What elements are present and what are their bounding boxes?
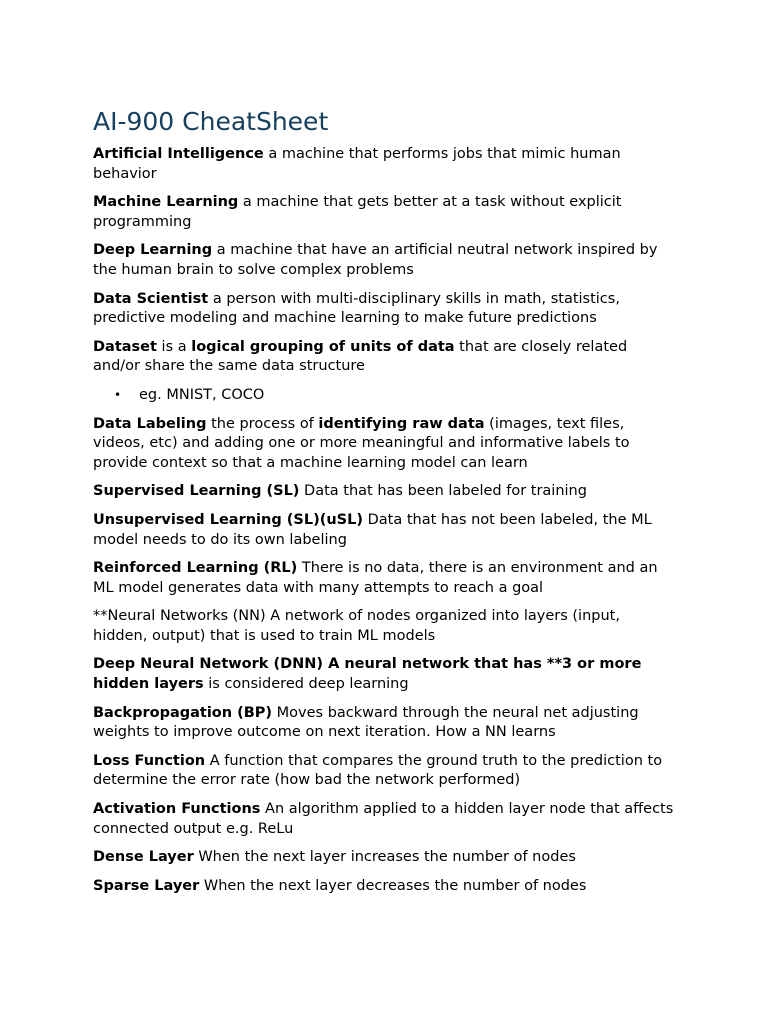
term-definition: a machine that performs jobs that mimic human behavior	[93, 146, 621, 182]
term-emphasis: logical grouping of units of data	[191, 338, 455, 355]
term-backpropagation	[93, 704, 678, 743]
term-definition: a person with multi-disciplinary skills in math, statistics, predictive modeling and machine learning to make future predictions	[93, 290, 620, 327]
bullet-icon: •	[114, 387, 122, 402]
term-definition: is considered deep learning	[203, 676, 409, 693]
term-activation-functions	[93, 800, 678, 839]
cheatsheet-body	[93, 145, 678, 905]
term-label: Dataset	[93, 338, 157, 355]
term-dataset	[93, 338, 678, 377]
term-definition: Data that has been labeled for training	[299, 483, 587, 500]
term-definition: (images, text files, videos, etc) and adding one or more meaningful and informative labels to provide context so that a machine learning model can learn	[93, 415, 630, 471]
term-loss-function	[93, 752, 678, 791]
term-machine-learning	[93, 193, 678, 232]
list-item-text: eg. MNIST, COCO	[139, 386, 265, 403]
term-artificial-intelligence	[93, 145, 678, 184]
term-dense-layer	[93, 848, 678, 868]
term-definition: a machine that gets better at a task without explicit programming	[93, 194, 622, 230]
term-sparse-layer	[93, 877, 678, 897]
term-reinforced-learning	[93, 559, 678, 598]
page-title: AI-900 CheatSheet	[93, 107, 329, 136]
term-definition: is a	[156, 338, 192, 355]
term-definition: When the next layer decreases the number of nodes	[199, 877, 587, 894]
term-data-labeling	[93, 415, 678, 474]
term-emphasis: identifying raw data	[318, 415, 485, 432]
term-deep-neural-network	[93, 655, 678, 694]
term-definition: A function that compares the ground truth to the prediction to determine the error rate (how bad the network performed)	[93, 752, 663, 789]
term-label: Backpropagation (BP)	[93, 704, 273, 721]
term-label: Loss Function	[93, 752, 206, 769]
term-label: Data Labeling	[93, 415, 207, 432]
term-definition: a machine that have an artificial neutral network inspired by the human brain to solve complex problems	[93, 242, 658, 278]
term-label: Activation Functions	[93, 801, 261, 818]
list-item	[93, 386, 678, 406]
term-unsupervised-learning	[93, 511, 678, 550]
term-label: Supervised Learning (SL)	[93, 483, 300, 500]
term-label: Data Scientist	[93, 290, 209, 307]
term-label: Deep Learning	[93, 242, 213, 259]
term-definition: the process of	[206, 415, 319, 432]
term-definition: There is no data, there is an environment and an ML model generates data with many attempts to reach a goal	[93, 560, 658, 596]
term-deep-learning	[93, 241, 678, 280]
term-definition: Moves backward through the neural net adjusting weights to improve outcome on next iteration. How a NN learns	[93, 704, 639, 741]
term-label: Sparse Layer	[93, 877, 200, 894]
term-neural-networks: **Neural Networks (NN) A network of nodes organized into layers (input, hidden, output) that is used to train ML models	[93, 608, 620, 644]
term-label: Machine Learning	[93, 194, 239, 211]
term-data-scientist	[93, 290, 678, 329]
term-definition: When the next layer increases the number of nodes	[193, 849, 576, 866]
term-definition: An algorithm applied to a hidden layer node that affects connected output e.g. ReLu	[93, 801, 674, 837]
term-label: Reinforced Learning (RL)	[93, 560, 298, 577]
term-label: Deep Neural Network (DNN) A neural network that has **3 or more hidden layers	[93, 656, 642, 693]
term-label: Unsupervised Learning (SL)(uSL)	[93, 511, 363, 528]
term-supervised-learning	[93, 482, 678, 502]
term-label: Dense Layer	[93, 849, 194, 866]
bullet-list	[93, 386, 678, 406]
term-label: Artificial Intelligence	[93, 146, 264, 162]
term-definition: that are closely related and/or share the same data structure	[93, 338, 628, 375]
term-definition: Data that has not been labeled, the ML model needs to do its own labeling	[93, 511, 652, 548]
